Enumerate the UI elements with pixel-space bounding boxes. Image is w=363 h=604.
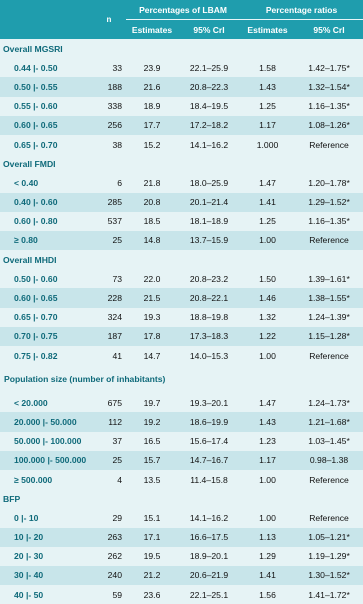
row-ratio: 1.13 [240, 528, 295, 547]
row-label: 20.000 |- 50.000 [0, 412, 92, 431]
row-n: 25 [92, 231, 126, 250]
row-crl: 18.0–25.9 [178, 173, 240, 192]
header-crl-ratio: 95% CrI [295, 20, 363, 40]
table-row [0, 585, 363, 604]
row-estimate: 20.8 [126, 193, 178, 212]
row-crl: 17.3–18.3 [178, 327, 240, 346]
row-n: 29 [92, 508, 126, 527]
row-n: 41 [92, 346, 126, 365]
row-ratio: 1.58 [240, 58, 295, 77]
row-crl: 18.6–19.9 [178, 412, 240, 431]
section-header-row [0, 489, 363, 508]
row-ratio: 1.43 [240, 412, 295, 431]
row-estimate: 21.8 [126, 173, 178, 192]
row-label: 0.55 |- 0.60 [0, 97, 92, 116]
row-label: ≥ 0.80 [0, 231, 92, 250]
row-n: 537 [92, 212, 126, 231]
row-label: 0.70 |- 0.75 [0, 327, 92, 346]
row-ratio: 1.00 [240, 346, 295, 365]
row-n: 6 [92, 173, 126, 192]
row-ratio-crl: 1.05–1.21* [295, 528, 363, 547]
row-estimate: 15.1 [126, 508, 178, 527]
row-crl: 20.1–21.4 [178, 193, 240, 212]
row-estimate: 17.8 [126, 327, 178, 346]
row-n: 228 [92, 288, 126, 307]
row-ratio-crl: 0.98–1.38 [295, 451, 363, 470]
row-ratio: 1.29 [240, 547, 295, 566]
row-estimate: 18.5 [126, 212, 178, 231]
row-estimate: 19.7 [126, 393, 178, 412]
row-crl: 18.9–20.1 [178, 547, 240, 566]
row-ratio: 1.00 [240, 508, 295, 527]
row-label: 20 |- 30 [0, 547, 92, 566]
row-estimate: 14.8 [126, 231, 178, 250]
table-row [0, 508, 363, 527]
header-crl: 95% CrI [178, 20, 240, 40]
table-row [0, 269, 363, 288]
row-n: 285 [92, 193, 126, 212]
row-label: 0.75 |- 0.82 [0, 346, 92, 365]
row-ratio: 1.25 [240, 97, 295, 116]
row-ratio: 1.22 [240, 327, 295, 346]
row-label: 0.44 |- 0.50 [0, 58, 92, 77]
row-ratio-crl: 1.03–1.45* [295, 432, 363, 451]
row-label: 100.000 |- 500.000 [0, 451, 92, 470]
row-ratio-crl: 1.24–1.73* [295, 393, 363, 412]
table-row [0, 412, 363, 431]
row-crl: 13.7–15.9 [178, 231, 240, 250]
row-label: 0.65 |- 0.70 [0, 308, 92, 327]
row-ratio: 1.00 [240, 231, 295, 250]
row-estimate: 18.9 [126, 97, 178, 116]
row-n: 4 [92, 470, 126, 489]
row-ratio-crl: Reference [295, 135, 363, 154]
row-n: 324 [92, 308, 126, 327]
row-n: 38 [92, 135, 126, 154]
row-estimate: 21.2 [126, 566, 178, 585]
row-crl: 20.8–22.1 [178, 288, 240, 307]
section-header-row [0, 154, 363, 173]
row-ratio-crl: 1.39–1.61* [295, 269, 363, 288]
row-estimate: 13.5 [126, 470, 178, 489]
row-ratio-crl: 1.41–1.72* [295, 585, 363, 604]
row-crl: 14.1–16.2 [178, 508, 240, 527]
row-estimate: 17.1 [126, 528, 178, 547]
row-n: 675 [92, 393, 126, 412]
row-label: 10 |- 20 [0, 528, 92, 547]
row-crl: 19.3–20.1 [178, 393, 240, 412]
row-label: < 0.40 [0, 173, 92, 192]
row-ratio-crl: 1.38–1.55* [295, 288, 363, 307]
row-crl: 15.6–17.4 [178, 432, 240, 451]
row-n: 187 [92, 327, 126, 346]
table-row [0, 173, 363, 192]
table-row [0, 135, 363, 154]
table-row [0, 288, 363, 307]
row-ratio-crl: 1.19–1.29* [295, 547, 363, 566]
row-crl: 20.8–22.3 [178, 77, 240, 96]
row-n: 33 [92, 58, 126, 77]
row-ratio: 1.17 [240, 451, 295, 470]
row-ratio-crl: 1.15–1.28* [295, 327, 363, 346]
row-ratio: 1.000 [240, 135, 295, 154]
header-n: n [92, 0, 126, 39]
row-n: 59 [92, 585, 126, 604]
row-estimate: 23.9 [126, 58, 178, 77]
row-estimate: 22.0 [126, 269, 178, 288]
section-header-row [0, 250, 363, 269]
row-crl: 11.4–15.8 [178, 470, 240, 489]
section-header-row [0, 39, 363, 58]
row-label: ≥ 500.000 [0, 470, 92, 489]
section-label: BFP [0, 489, 363, 508]
table-row [0, 58, 363, 77]
table-row [0, 77, 363, 96]
row-label: 0.50 |- 0.55 [0, 77, 92, 96]
row-ratio: 1.47 [240, 393, 295, 412]
row-ratio: 1.17 [240, 116, 295, 135]
row-n: 256 [92, 116, 126, 135]
table-row [0, 566, 363, 585]
row-n: 188 [92, 77, 126, 96]
row-ratio: 1.43 [240, 77, 295, 96]
row-ratio: 1.23 [240, 432, 295, 451]
section-label: Overall FMDI [0, 154, 363, 173]
row-ratio: 1.47 [240, 173, 295, 192]
row-n: 112 [92, 412, 126, 431]
row-crl: 22.1–25.1 [178, 585, 240, 604]
header-estimates: Estimates [126, 20, 178, 40]
table-row [0, 327, 363, 346]
row-label: < 20.000 [0, 393, 92, 412]
row-label: 50.000 |- 100.000 [0, 432, 92, 451]
row-estimate: 21.5 [126, 288, 178, 307]
row-ratio-crl: Reference [295, 470, 363, 489]
row-crl: 20.6–21.9 [178, 566, 240, 585]
row-estimate: 15.2 [126, 135, 178, 154]
row-crl: 14.7–16.7 [178, 451, 240, 470]
header-row-1 [0, 0, 363, 20]
row-estimate: 19.3 [126, 308, 178, 327]
table-row [0, 116, 363, 135]
row-ratio-crl: 1.08–1.26* [295, 116, 363, 135]
header-group-ratios: Percentage ratios [240, 0, 363, 20]
table-row [0, 231, 363, 250]
table-row [0, 212, 363, 231]
row-label: 40 |- 50 [0, 585, 92, 604]
row-crl: 14.1–16.2 [178, 135, 240, 154]
row-crl: 18.1–18.9 [178, 212, 240, 231]
row-n: 73 [92, 269, 126, 288]
row-ratio-crl: 1.21–1.68* [295, 412, 363, 431]
section-label: Overall MHDI [0, 250, 363, 269]
row-ratio-crl: 1.24–1.39* [295, 308, 363, 327]
row-ratio-crl: 1.16–1.35* [295, 212, 363, 231]
row-ratio: 1.32 [240, 308, 295, 327]
section-label: Population size (number of inhabitants) [0, 365, 363, 393]
row-ratio-crl: 1.30–1.52* [295, 566, 363, 585]
row-n: 338 [92, 97, 126, 116]
row-ratio-crl: Reference [295, 346, 363, 365]
row-estimate: 15.7 [126, 451, 178, 470]
row-ratio: 1.56 [240, 585, 295, 604]
table-body [0, 39, 363, 604]
row-ratio-crl: 1.20–1.78* [295, 173, 363, 192]
row-estimate: 14.7 [126, 346, 178, 365]
row-estimate: 19.5 [126, 547, 178, 566]
row-label: 0 |- 10 [0, 508, 92, 527]
row-crl: 18.4–19.5 [178, 97, 240, 116]
row-ratio: 1.41 [240, 566, 295, 585]
row-crl: 22.1–25.9 [178, 58, 240, 77]
row-estimate: 17.7 [126, 116, 178, 135]
row-crl: 18.8–19.8 [178, 308, 240, 327]
table-row [0, 193, 363, 212]
row-n: 263 [92, 528, 126, 547]
row-crl: 16.6–17.5 [178, 528, 240, 547]
row-ratio-crl: 1.16–1.35* [295, 97, 363, 116]
table-row [0, 346, 363, 365]
row-label: 0.40 |- 0.60 [0, 193, 92, 212]
row-estimate: 21.6 [126, 77, 178, 96]
row-label: 0.50 |- 0.60 [0, 269, 92, 288]
row-label: 0.60 |- 0.65 [0, 288, 92, 307]
row-ratio: 1.00 [240, 470, 295, 489]
row-n: 25 [92, 451, 126, 470]
row-estimate: 23.6 [126, 585, 178, 604]
table-row [0, 393, 363, 412]
row-ratio-crl: 1.32–1.54* [295, 77, 363, 96]
table-row [0, 97, 363, 116]
table-row [0, 547, 363, 566]
row-ratio-crl: Reference [295, 508, 363, 527]
row-n: 262 [92, 547, 126, 566]
row-estimate: 19.2 [126, 412, 178, 431]
table-row [0, 432, 363, 451]
row-estimate: 16.5 [126, 432, 178, 451]
row-n: 37 [92, 432, 126, 451]
row-label: 0.65 |- 0.70 [0, 135, 92, 154]
header-group-percentages: Percentages of LBAM [126, 0, 240, 20]
row-label: 30 |- 40 [0, 566, 92, 585]
table-row [0, 528, 363, 547]
row-ratio-crl: 1.42–1.75* [295, 58, 363, 77]
row-crl: 17.2–18.2 [178, 116, 240, 135]
row-n: 240 [92, 566, 126, 585]
row-ratio: 1.41 [240, 193, 295, 212]
row-crl: 20.8–23.2 [178, 269, 240, 288]
row-ratio: 1.25 [240, 212, 295, 231]
section-header-row [0, 365, 363, 393]
row-crl: 14.0–15.3 [178, 346, 240, 365]
header-label-cell [0, 0, 92, 39]
row-label: 0.60 |- 0.65 [0, 116, 92, 135]
row-ratio: 1.46 [240, 288, 295, 307]
table-row [0, 451, 363, 470]
row-label: 0.60 |- 0.80 [0, 212, 92, 231]
table-row [0, 470, 363, 489]
header-estimates-ratio: Estimates [240, 20, 295, 40]
row-ratio: 1.50 [240, 269, 295, 288]
row-ratio-crl: Reference [295, 231, 363, 250]
row-ratio-crl: 1.29–1.52* [295, 193, 363, 212]
table-row [0, 308, 363, 327]
section-label: Overall MGSRI [0, 39, 363, 58]
